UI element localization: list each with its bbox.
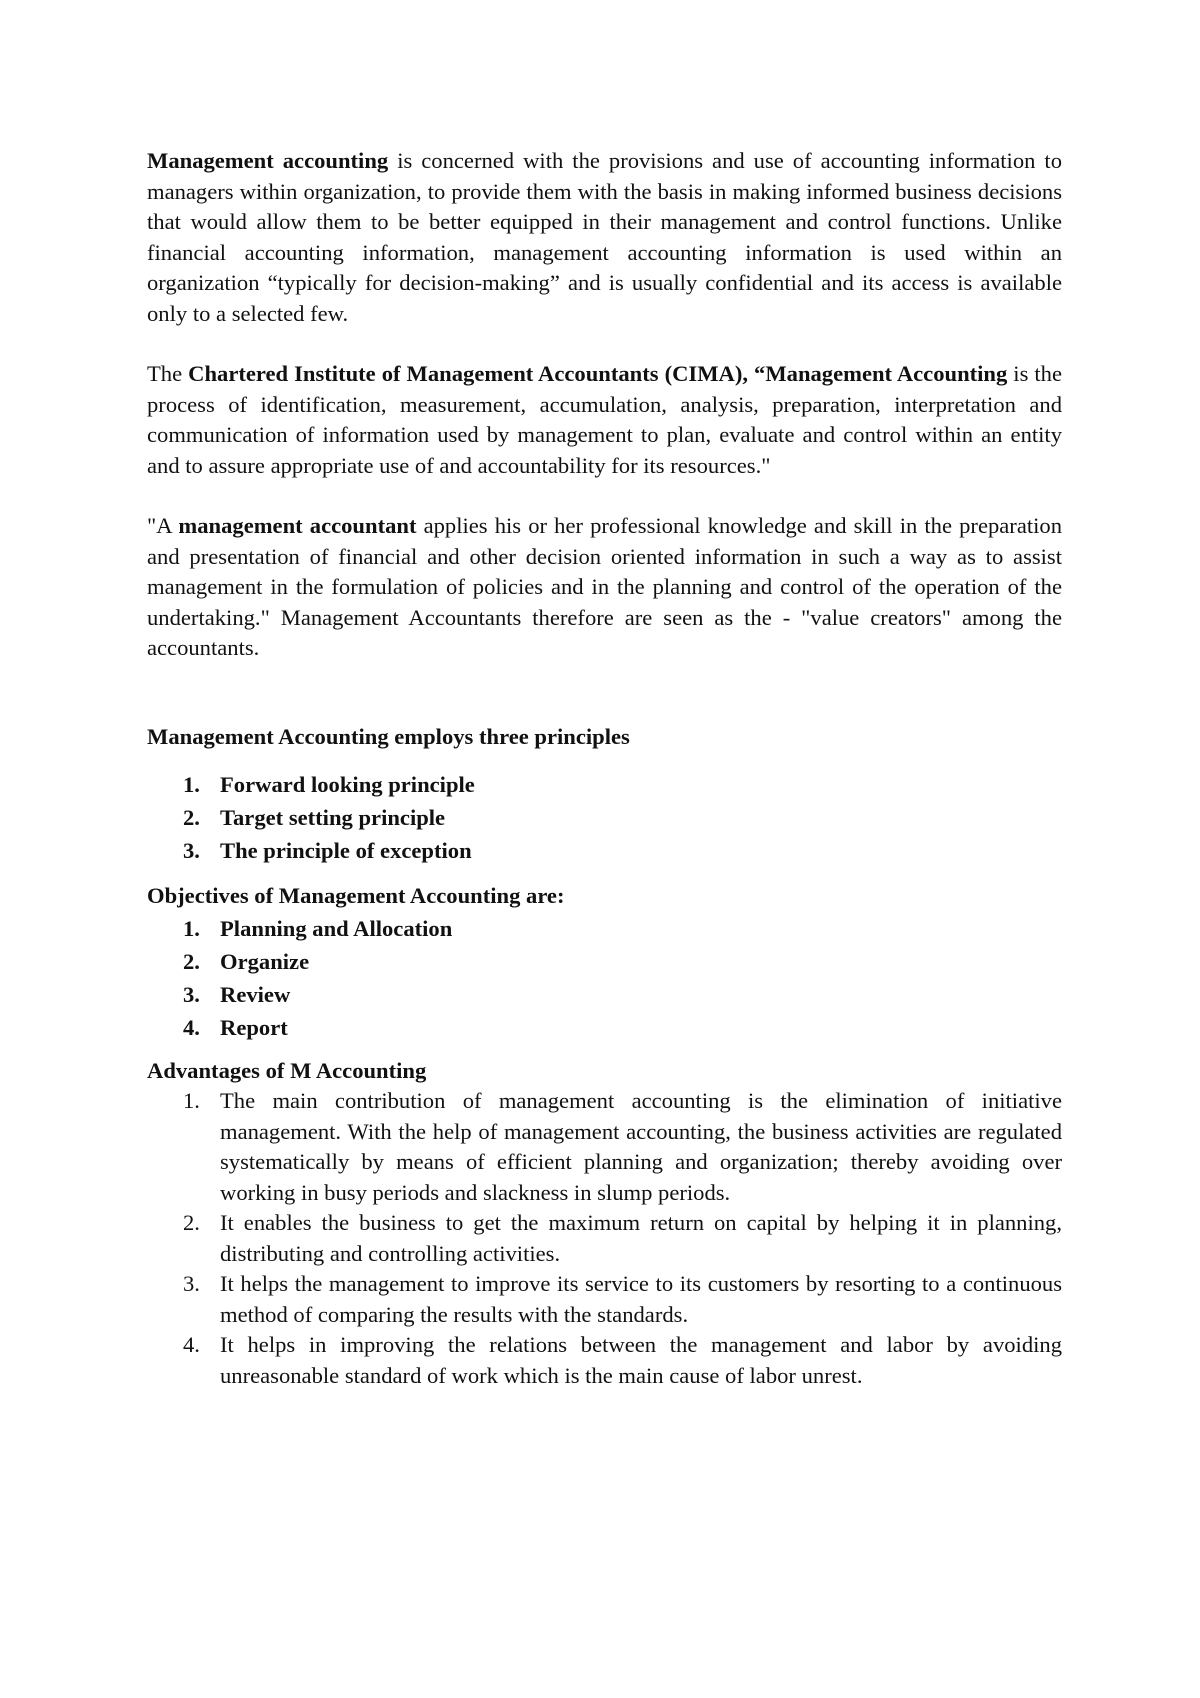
- term-management-accountant: management accountant: [178, 513, 417, 538]
- list-item: 4. Report: [183, 1014, 288, 1040]
- list-item: 3. It helps the management to improve its service to its customers by resorting to a continuous method of comparing the results with the standards.: [183, 1271, 1062, 1327]
- list-item: 1. Planning and Allocation: [183, 915, 453, 941]
- term-management-accounting: Management accounting: [147, 148, 389, 173]
- paragraph-management-accounting: [147, 146, 1062, 329]
- paragraph-lead: The: [147, 361, 189, 386]
- principles-heading: Management Accounting employs three principles: [147, 723, 630, 749]
- paragraph-text: is the process of identification, measurement, accumulation, analysis, preparation, interpretation and communication of information used by management to plan, evaluate and control within an entity and to assure appropriate use of and accountability for its resources.": [147, 361, 1062, 478]
- paragraph-lead: "A: [147, 513, 179, 538]
- list-item: 3. The principle of exception: [183, 838, 472, 863]
- principles-list: [147, 768, 1062, 867]
- advantages-heading: Advantages of M Accounting: [147, 1057, 427, 1083]
- objectives-list: [147, 912, 1062, 1044]
- term-cima: Chartered Institute of Management Accountants (CIMA), “Management Accounting: [188, 361, 1008, 386]
- paragraph-text: applies his or her professional knowledge and skill in the preparation and presentation of financial and other decision oriented information in such a way as to assist management in the formulation of policies and in the planning and control of the operation of the undertaking." Management Accountants therefore are seen as the - "value creators" among the accountants.: [147, 513, 1062, 660]
- list-item: 3. Review: [183, 981, 291, 1007]
- list-item: 1. The main contribution of management accounting is the elimination of initiative management. With the help of management accounting, the business activities are regulated systematically by means of efficient planning and organization; thereby avoiding over working in busy periods and slackness in slump periods.: [183, 1088, 1062, 1205]
- list-item: 2. It enables the business to get the maximum return on capital by helping it in planning, distributing and controlling activities.: [183, 1210, 1062, 1266]
- paragraph-cima-definition: [147, 359, 1062, 481]
- objectives-heading: Objectives of Management Accounting are:: [147, 883, 565, 908]
- paragraph-management-accountant: [147, 511, 1062, 664]
- list-item: 4. It helps in improving the relations between the management and labor by avoiding unreasonable standard of work which is the main cause of labor unrest.: [183, 1332, 1062, 1388]
- document-page: [147, 146, 1062, 1391]
- advantages-list: [147, 1086, 1062, 1391]
- paragraph-text: is concerned with the provisions and use of accounting information to managers within organization, to provide them with the basis in making informed business decisions that would allow them to be better equipped in their management and control functions. Unlike financial accounting information, management accounting information is used within an organization “typically for decision-making” and is usually confidential and its access is available only to a selected few.: [147, 148, 1062, 326]
- list-item: 2. Organize: [183, 948, 310, 974]
- list-item: 1. Forward looking principle: [183, 772, 475, 797]
- list-item: 2. Target setting principle: [183, 805, 446, 830]
